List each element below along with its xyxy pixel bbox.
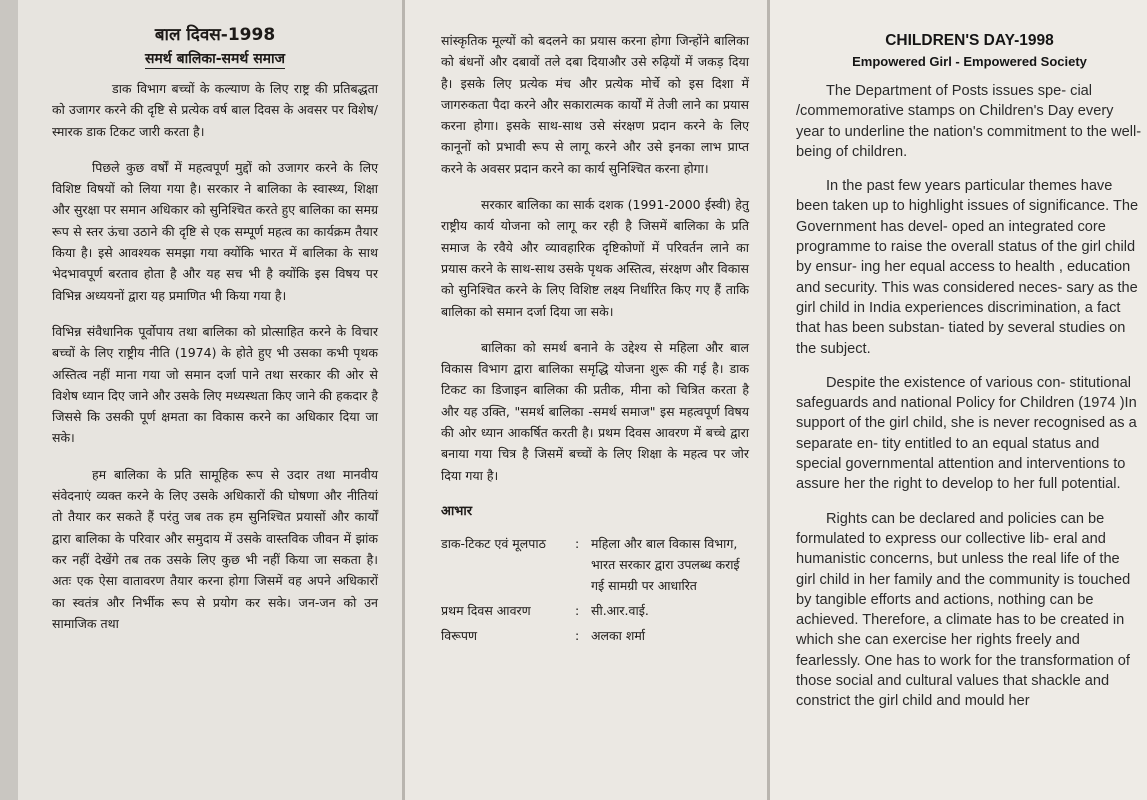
hindi-title: बाल दिवस-1998 — [154, 25, 276, 45]
hindi-subtitle: समर्थ बालिका-समर्थ समाज — [144, 51, 286, 67]
ack-key: प्रथम दिवस आवरण — [441, 602, 531, 618]
ack-key: विरूपण — [441, 627, 478, 643]
ack-value: सी.आर.वाई. — [591, 602, 649, 618]
hindi-paragraph: विभिन्न संवैधानिक पूर्वोपाय तथा बालिका को प्रोत्साहित करने के विचार बच्चों के लिए राष्ट्रीय नीति (1974) के होते हुए भी उसका कभी पृथक अस्तित्व नहीं माना गया जो समान दर्जा पाने तथा सरकार की ओर से विशेष ध्यान दिए जाने और उसके लिए मध्यस्थता किए जाने की हकदार है जिससे कि उसकी पूर्ण क्षमता का विकास करने का अधिकार दिया जा सके। — [52, 323, 378, 446]
english-paragraph: The Department of Posts issues spe- cial /commemorative stamps on Children's Day every year to underline the nation's commitment to the well- being of children. — [796, 83, 1142, 160]
ack-colon: : — [575, 535, 580, 551]
acknowledgement-heading: आभार — [441, 503, 473, 519]
acknowledgement-row — [441, 625, 749, 646]
english-paragraph: Despite the existence of various con- stitutional safeguards and national Policy for Children (1974 )In support of the girl child, she is never recognised as a separate en- tity entitled to an equal status and special governmental attention and interventions to assure her the right to develop to her full potential. — [796, 374, 1137, 493]
acknowledgement-row — [441, 533, 749, 596]
ack-colon: : — [575, 627, 580, 643]
ack-value: महिला और बाल विकास विभाग, भारत सरकार द्वारा उपलब्ध कराई गई सामग्री पर आधारित — [591, 535, 740, 593]
hindi-left-panel — [18, 0, 402, 800]
hindi-paragraph: बालिका को समर्थ बनाने के उद्देश्य से महिला और बाल विकास विभाग द्वारा बालिका समृद्धि योजना शुरू की गई है। डाक टिकट का डिजाइन बालिका की प्रतीक, मीना को चित्रित करता है और यह उक्ति, "समर्थ बालिका -समर्थ समाज" इस महत्वपूर्ण विषय की ओर ध्यान आकर्षित करती है। प्रथम दिवस आवरण में बच्चे द्वारा बनाया गया चित्र है जिसमें बच्चों के लिए शिक्षा के महत्व पर जोर दिया गया है। — [441, 339, 749, 483]
english-title: CHILDREN'S DAY-1998 — [885, 32, 1054, 49]
hindi-paragraph: पिछले कुछ वर्षों में महत्वपूर्ण मुद्दों को उजागर करने के लिए विशिष्ट विषयों को लिया गया है। सरकार ने बालिका के स्वास्थ्य, शिक्षा और सुरक्षा पर समान अधिकार को सुनिश्चित करते हुए बालिका का समग्र रूप से स्तर ऊंचा उठाने की दृष्टि से एक सम्पूर्ण महत्व का कार्यक्रम तैयार किया है। इसे आवश्यक समझा गया क्योंकि भारत में बालिका के साथ भेदभावपूर्ण बरताव होता है और यह सच भी है क्योंकि इस विषय पर विभिन्न अध्ययनों द्वारा यह प्रमाणित भी किया गया है। — [52, 159, 378, 303]
acknowledgement-row — [441, 600, 749, 621]
ack-key: डाक-टिकट एवं मूलपाठ — [441, 535, 546, 551]
hindi-paragraph: हम बालिका के प्रति सामूहिक रूप से उदार तथा मानवीय संवेदनाएं व्यक्त करने के लिए उसके अधिकारों की घोषणा और नीतियां तो तैयार कर सकते हैं परंतु जब तक हम सुनिश्चित प्रयासों और कार्यों द्वारा बालिका के परिवार और समुदाय में उसके वास्तविक जीवन में झांक कर नहीं देखेंगे तब तक उसके लिए कुछ भी नहीं किया जा सकता है। अतः एक ऐसा वातावरण तैयार करना होगा जिसमें वह अपने अधिकारों का स्वतंत्र और निर्भीक रूप से प्रयोग कर सके। जन-जन को उन सामाजिक तथा — [52, 466, 378, 631]
english-subtitle: Empowered Girl - Empowered Society — [852, 54, 1087, 69]
english-paragraph: Rights can be declared and policies can be formulated to express our collective lib- eral and humanistic concerns, but unless the real life of the girl child in her family and the community is touched by tangible efforts and actions, nothing can be achieved. Therefore, a climate has to be created in which she can exercise her rights freely and fearlessly. One has to work for the transformation of those social and cultural values that shackle and constrict the girl child and mould her — [796, 510, 1131, 710]
ack-colon: : — [575, 602, 580, 618]
hindi-paragraph: सांस्कृतिक मूल्यों को बदलने का प्रयास करना होगा जिन्होंने बालिका को बंधनों और दबावों तले दबा दियाऔर उसे रुढ़ियों में जकड़ दिया है। इसके लिए प्रत्येक मंच और प्रत्येक मोर्चे को इस दिशा में जागरुकता पैदा करने और सकारात्मक कार्यों में तेजी लाने का प्रयास करना होगा। इसके साथ-साथ उसे संरक्षण प्रदान करने के लिए कानूनों को प्रभावी रूप से लागू करने और उसे इनका लाभ प्राप्त करने के अवसर प्रदान करने का कार्य सुनिश्चित करना होगा। — [441, 33, 749, 176]
ack-value: अलका शर्मा — [591, 627, 646, 643]
hindi-paragraph: सरकार बालिका का सार्क दशक (1991-2000 ईस्वी) हेतु राष्ट्रीय कार्य योजना को लागू कर रही है जिसमें बालिका के प्रति समाज के रवैये और व्यावहारिक दृष्टिकोणों में परिवर्तन लाने का प्रयास करने के साथ-साथ उसके पृथक अस्तित्व, संरक्षण और विकास को सुनिश्चित करने के लिए विशिष्ट लक्ष्य निर्धारित किए गए हैं ताकि बालिका को समान दर्जा दिया जा सके। — [441, 197, 749, 319]
english-paragraph: In the past few years particular themes have been taken up to highlight issues of significance. The Government has devel- oped an integrated core programme to raise the overall status of the girl child by ensur- ing her equal access to health , education and security. This was considered neces- sary as the girl child in India experiences discrimination, a fact that has been substan- tiated by several studies on the subject. — [796, 178, 1139, 357]
english-right-panel — [770, 0, 1147, 800]
hindi-paragraph: डाक विभाग बच्चों के कल्याण के लिए राष्ट्र की प्रतिबद्धता को उजागर करने की दृष्टि से प्रत्येक वर्ष बाल दिवस के अवसर पर विशेष/स्मारक डाक टिकट जारी करता है। — [52, 81, 378, 139]
hindi-middle-panel — [405, 0, 767, 800]
